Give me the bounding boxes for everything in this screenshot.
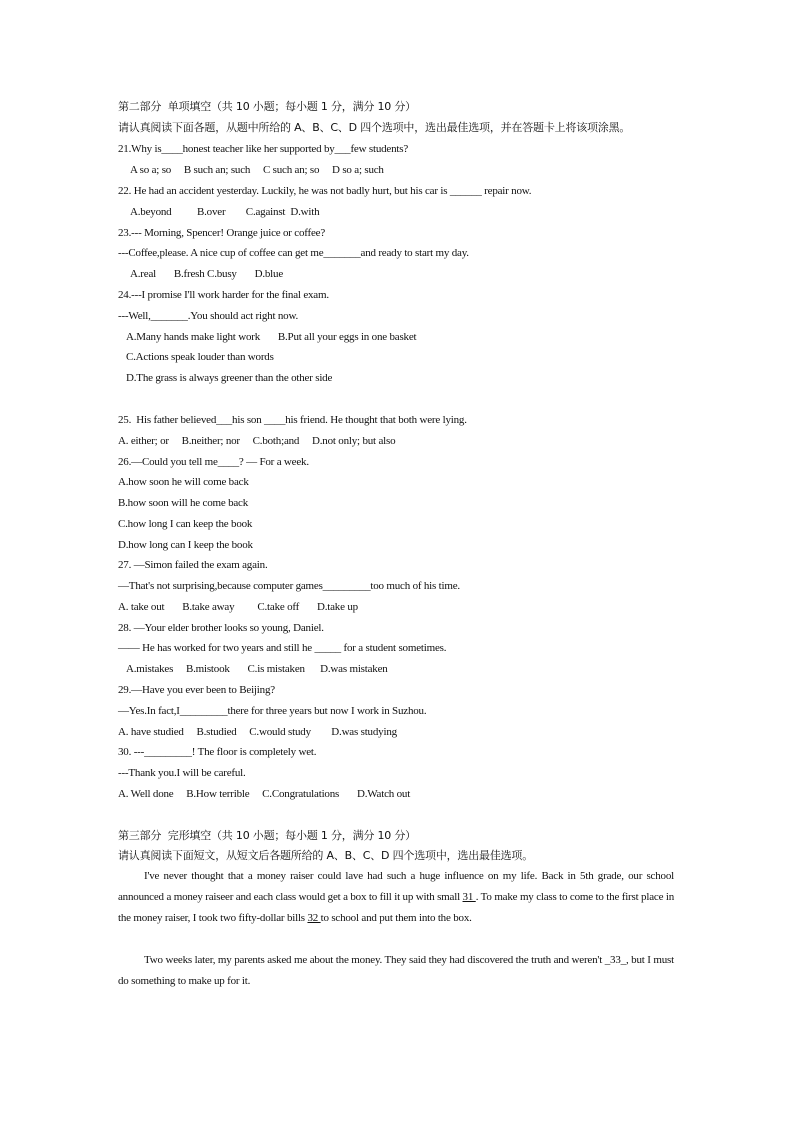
q28-options: A.mistakes B.mistook C.is mistaken D.was mistaken: [126, 663, 388, 675]
q30-line2: ---Thank you.I will be careful.: [118, 767, 246, 779]
part2-heading: 第二部分 单项填空（共 10 小题；每小题 1 分，满分 10 分）: [118, 100, 416, 113]
blank-33: _33_: [604, 954, 626, 966]
passage-paragraph-2: [118, 950, 674, 992]
passage-p1-text-b: . To make my class to come to the first place in the money raiser, I took two fifty-dollar bills: [118, 891, 675, 924]
passage-p2-text-b: , but I must do something to make up for it.: [118, 954, 674, 987]
q28-line2: —— He has worked for two years and still he _____ for a student sometimes.: [118, 642, 447, 654]
part3-instruction: 请认真阅读下面短文，从短文后各题所给的 A、B、C、D 四个选项中，选出最佳选项。: [118, 849, 534, 862]
q30-line1: 30. ---_________! The floor is completely wet.: [118, 746, 317, 758]
q21-options: A so a; so B such an; such C such an; so D so a; such: [130, 164, 384, 176]
blank-31: 31: [462, 891, 476, 903]
q25-options: A. either; or B.neither; nor C.both;and D.not only; but also: [118, 435, 396, 447]
q24-option-c: C.Actions speak louder than words: [126, 351, 274, 363]
q22-stem: 22. He had an accident yesterday. Luckily, he was not badly hurt, but his car is ______ repair now.: [118, 185, 532, 197]
q29-line1: 29.—Have you ever been to Beijing?: [118, 684, 275, 696]
q22-options: A.beyond B.over C.against D.with: [130, 206, 320, 218]
passage-p1-text-a: I've never thought that a money raiser could lave had such a huge influence on my life. Back in 5th grade, our school announced a money raiseer and each class would get a box to fill it up with small: [118, 870, 674, 903]
q23-line2: ---Coffee,please. A nice cup of coffee can get me_______and ready to start my day.: [118, 247, 469, 259]
part2-instruction: 请认真阅读下面各题，从题中所给的 A、B、C、D 四个选项中，选出最佳选项，并在答题卡上将该项涂黑。: [118, 121, 631, 134]
blank-32: 32: [307, 912, 321, 924]
q23-options: A.real B.fresh C.busy D.blue: [130, 268, 284, 280]
q28-line1: 28. —Your elder brother looks so young, Daniel.: [118, 622, 324, 634]
q26-stem: 26.—Could you tell me____? — For a week.: [118, 456, 309, 468]
q26-option-d: D.how long can I keep the book: [118, 539, 253, 551]
q23-line1: 23.--- Morning, Spencer! Orange juice or coffee?: [118, 227, 326, 239]
q24-option-d: D.The grass is always greener than the other side: [126, 372, 333, 384]
passage-p1-text-c: to school and put them into the box.: [320, 912, 472, 924]
q24-line2: ---Well,_______.You should act right now.: [118, 310, 299, 322]
q24-line1: 24.---I promise I'll work harder for the final exam.: [118, 289, 329, 301]
q26-option-c: C.how long I can keep the book: [118, 518, 253, 530]
q27-line2: —That's not surprising,because computer games_________too much of his time.: [118, 580, 460, 592]
q26-option-a: A.how soon he will come back: [118, 476, 249, 488]
q25-stem: 25. His father believed___his son ____his friend. He thought that both were lying.: [118, 414, 467, 426]
passage-paragraph-1: [118, 866, 674, 929]
q29-line2: —Yes.In fact,I_________there for three years but now I work in Suzhou.: [118, 705, 427, 717]
q30-options: A. Well done B.How terrible C.Congratulations D.Watch out: [118, 788, 411, 800]
passage-p2-text-a: Two weeks later, my parents asked me about the money. They said they had discovered the truth and weren't: [144, 954, 605, 966]
q26-option-b: B.how soon will he come back: [118, 497, 249, 509]
q21-stem: 21.Why is____honest teacher like her supported by___few students?: [118, 143, 409, 155]
q29-options: A. have studied B.studied C.would study D.was studying: [118, 726, 397, 738]
part3-heading: 第三部分 完形填空（共 10 小题；每小题 1 分，满分 10 分）: [118, 829, 416, 842]
q24-options-ab: A.Many hands make light work B.Put all your eggs in one basket: [126, 331, 417, 343]
q27-line1: 27. —Simon failed the exam again.: [118, 559, 268, 571]
q27-options: A. take out B.take away C.take off D.take up: [118, 601, 358, 613]
